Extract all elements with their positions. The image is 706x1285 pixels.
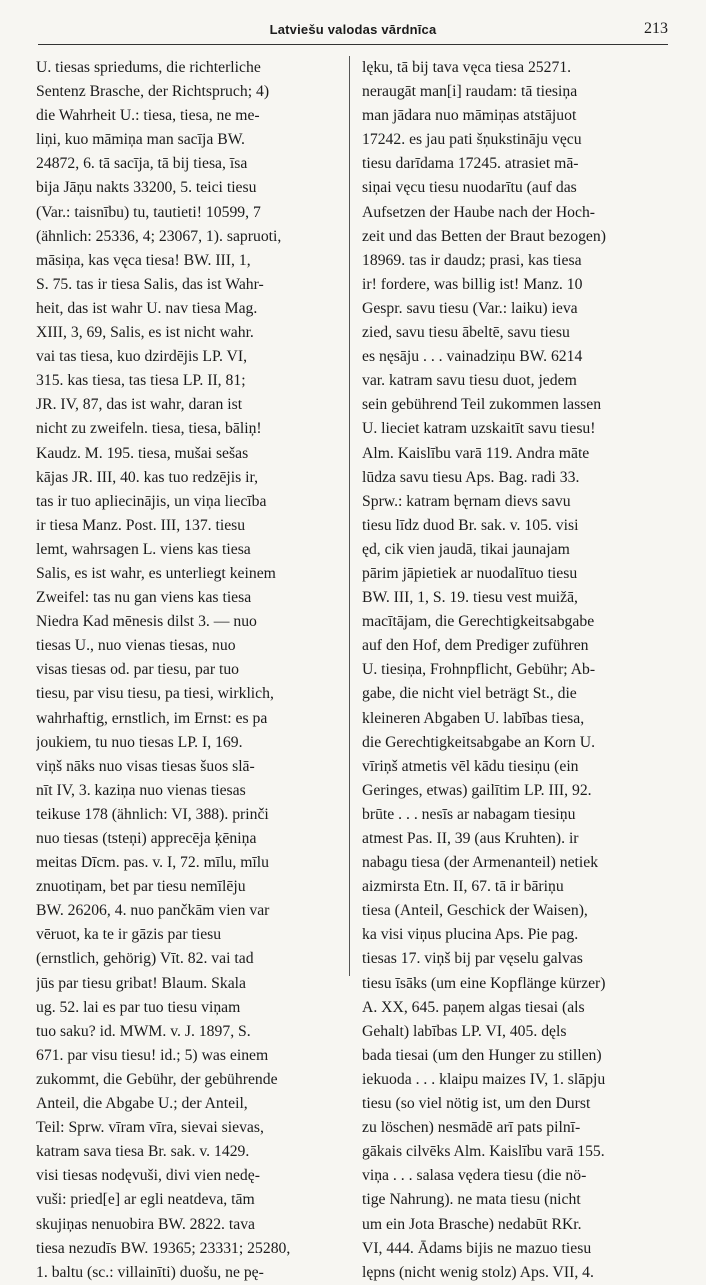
text-line: nabagu tiesa (der Armenanteil) netiek [362,854,599,872]
text-line: auf den Hof, dem Prediger zuführen [362,637,589,655]
right-column [362,56,670,1285]
text-line: BW. III, 1, S. 19. tiesu vest muižā, [362,589,578,607]
text-line: ka visi viņus plucina Aps. Pie pag. [362,926,579,944]
text-line: liņi, kuo māmiņa man sacīja BW. [36,131,245,149]
text-line: BW. 26206, 4. nuo pančkām vien var [36,902,270,920]
text-line: man jādara nuo māmiņas atstājuot [362,107,577,125]
text-line: znuotiņam, bet par tiesu nemīlēju [36,878,246,896]
text-line: gākais cilvēks Alm. Kaislību varā 155. [362,1143,605,1161]
left-column [36,56,344,1285]
text-line: jūs par tiesu gribat! Blaum. Skala [36,974,246,992]
text-line: XIII, 3, 69, Salis, es ist nicht wahr. [36,324,254,342]
text-line: Zweifel: tas nu gan viens kas tiesa [36,589,252,607]
text-line: kleineren Abgaben U. labības tiesa, [362,709,585,727]
text-line: 17242. es jau pati šņukstināju vęcu [362,131,582,149]
text-line: tas ir tuo apliecinājis, un viņa liecība [36,492,267,510]
text-line: Anteil, die Abgabe U.; der Anteil, [36,1095,248,1113]
text-line: visas tiesas od. par tiesu, par tuo [36,661,240,679]
text-line: vai tas tiesa, kuo dzirdējis LP. VI, [36,348,248,366]
text-line: siņai vęcu tiesu nuodarītu (auf das [362,179,577,197]
text-line: katram sava tiesa Br. sak. v. 1429. [36,1143,250,1161]
text-line: nīt IV, 3. kaziņa nuo vienas tiesas [36,781,246,799]
text-line: viņa . . . salasa vędera tiesu (die nö- [362,1167,587,1185]
text-line: S. 75. tas ir tiesa Salis, das ist Wahr- [36,275,264,293]
text-line: tiesu īsāks (um eine Kopflänge kürzer) [362,974,606,992]
text-line: lęku, tā bij tava vęca tiesa 25271. [362,59,572,76]
text-line: A. XX, 645. paņem algas tiesai (als [362,998,585,1016]
text-line: viņš nāks nuo visas tiesas šuos slā- [36,757,255,775]
page-number: 213 [644,20,668,37]
text-line: vuši: pried[e] ar egli neatdeva, tām [36,1191,255,1209]
text-line: Gespr. savu tiesu (Var.: laiku) ieva [362,299,578,317]
text-line: aizmirsta Etn. II, 67. tā ir bāriņu [362,878,564,896]
running-head [38,20,668,45]
text-line: tige Nahrung). ne mata tiesu (nicht [362,1191,581,1209]
text-line: pārim jāpietiek ar nuodalītuo tiesu [362,564,578,582]
text-line: ęd, cik vien jaudā, tikai jaunajam [362,540,570,558]
text-line: joukiem, tu nuo tiesas LP. I, 169. [36,733,243,751]
text-line: 315. kas tiesa, tas tiesa LP. II, 81; [36,372,246,390]
text-line: vēruot, ka te ir gāzis par tiesu [36,926,222,944]
text-line: atmest Pas. II, 39 (aus Kruhten). ir [362,830,579,847]
page-title: Latviešu valodas vārdnīca [269,22,437,37]
text-line: Niedra Kad mēnesis dilst 3. — nuo [36,613,257,631]
text-line: U. tiesiņa, Frohnpflicht, Gebühr; Ab- [362,661,596,679]
text-line: gabe, die nicht viel beträgt St., die [362,685,577,703]
text-line: die Gerechtigkeitsabgabe an Korn U. [362,733,596,751]
text-line: (Var.: taisnību) tu, tautieti! 10599, 7 [36,203,261,221]
text-line: ug. 52. lai es par tuo tiesu viņam [36,998,241,1016]
text-line: tiesu darīdama 17245. atrasiet mā- [362,155,579,173]
text-line: visi tiesas nodęvuši, divi vien nedę- [36,1167,260,1185]
text-line: māsiņa, kas vęca tiesa! BW. III, 1, [36,251,251,269]
text-line: Aufsetzen der Haube nach der Hoch- [362,203,596,221]
text-line: tiesas U., nuo vienas tiesas, nuo [36,637,236,655]
text-line: lępns (nicht wenig stolz) Aps. VII, 4. [362,1263,594,1281]
text-line: ir tiesa Manz. Post. III, 137. tiesu [36,516,246,534]
text-line: Alm. Kaislību varā 119. Andra māte [362,444,590,462]
text-line: Kaudz. M. 195. tiesa, mušai sešas [36,444,249,462]
text-line: brūte . . . nesīs ar nabagam tiesiņu [362,805,576,823]
text-line: zied, savu tiesu ābeltē, savu tiesu [362,324,570,342]
text-line: (ernstlich, gehörig) Vīt. 82. vai tad [36,950,254,968]
text-line: bada tiesai (um den Hunger zu stillen) [362,1046,602,1064]
text-line: 18969. tas ir daudz; prasi, kas tiesa [362,251,582,269]
text-line: meitas Dīcm. pas. v. I, 72. mīlu, mīlu [36,854,269,872]
text-line: lemt, wahrsagen L. viens kas tiesa [36,540,251,558]
text-line: es nęsāju . . . vainadziņu BW. 6214 [362,348,583,366]
text-line: ir! fordere, was billig ist! Manz. 10 [362,275,583,293]
text-line: Sprw.: katram bęrnam dievs savu [362,492,571,510]
text-line: tiesu (so viel nötig ist, um den Durst [362,1095,591,1113]
text-line: (ähnlich: 25336, 4; 23067, 1). sapruoti, [36,227,282,245]
text-line: um ein Jota Brasche) nedabūt RKr. [362,1215,582,1233]
text-line: iekuoda . . . klaipu maizes IV, 1. slāpju [362,1070,606,1088]
text-line: Gehalt) labības LP. VI, 405. dęls [362,1022,567,1040]
text-line: JR. IV, 87, das ist wahr, daran ist [36,396,243,414]
text-line: zukommt, die Gebühr, der gebührende [36,1070,278,1088]
text-line: heit, das ist wahr U. nav tiesa Mag. [36,299,258,317]
text-line: bija Jāņu nakts 33200, 5. teici tiesu [36,179,257,197]
text-line: 24872, 6. tā sacīja, tā bij tiesa, īsa [36,155,248,173]
text-line: tuo saku? id. MWM. v. J. 1897, S. [36,1022,251,1040]
text-line: sein gebührend Teil zukommen lassen [362,396,602,414]
text-line: Sentenz Brasche, der Richtspruch; 4) [36,83,270,101]
text-line: lūdza savu tiesu Aps. Bag. radi 33. [362,468,580,486]
text-line: teikuse 178 (ähnlich: VI, 388). prinči [36,805,269,823]
text-line: nicht zu zweifeln. tiesa, tiesa, bāliņ! [36,420,262,438]
text-line: kājas JR. III, 40. kas tuo redzējis ir, [36,468,258,486]
text-line: U. lieciet katram uzskaitīt savu tiesu! [362,420,596,438]
text-line: vīriņš atmetis vēl kādu tiesiņu (ein [362,757,579,775]
text-line: var. katram savu tiesu duot, jedem [362,372,577,390]
text-line: 671. par visu tiesu! id.; 5) was einem [36,1046,269,1064]
text-line: tiesas 17. viņš bij par vęselu galvas [362,950,583,968]
text-line: Geringes, etwas) gailītim LP. III, 92. [362,781,592,799]
text-line: U. tiesas spriedums, die richterliche [36,59,261,76]
text-line: nuo tiesas (tsteņi) apprecēja ķēniņa [36,830,257,847]
column-divider [349,56,350,976]
text-line: Salis, es ist wahr, es unterliegt keinem [36,564,276,582]
text-line: skujiņas nenuobira BW. 2822. tava [36,1215,256,1233]
text-line: wahrhaftig, ernstlich, im Ernst: es pa [36,709,268,727]
text-line: tiesu, par visu tiesu, pa tiesi, wirklich, [36,685,274,703]
text-line: VI, 444. Ādams bijis ne mazuo tiesu [362,1239,592,1257]
text-line: zu löschen) nesmādē arī pats pilnī- [362,1119,581,1137]
text-line: tiesa nezudīs BW. 19365; 23331; 25280, [36,1239,291,1257]
text-line: zeit und das Betten der Braut bezogen) [362,227,606,245]
text-line: neraugāt man[i] raudam: tā tiesiņa [362,83,578,101]
text-line: 1. baltu (sc.: villainīti) duošu, ne pę- [36,1263,264,1281]
text-line: tiesu līdz duod Br. sak. v. 105. visi [362,516,579,534]
text-line: macītājam, die Gerechtigkeitsabgabe [362,613,595,631]
text-line: Teil: Sprw. vīram vīra, sievai sievas, [36,1119,264,1137]
text-line: tiesa (Anteil, Geschick der Waisen), [362,902,588,920]
text-line: die Wahrheit U.: tiesa, tiesa, ne me- [36,107,260,125]
